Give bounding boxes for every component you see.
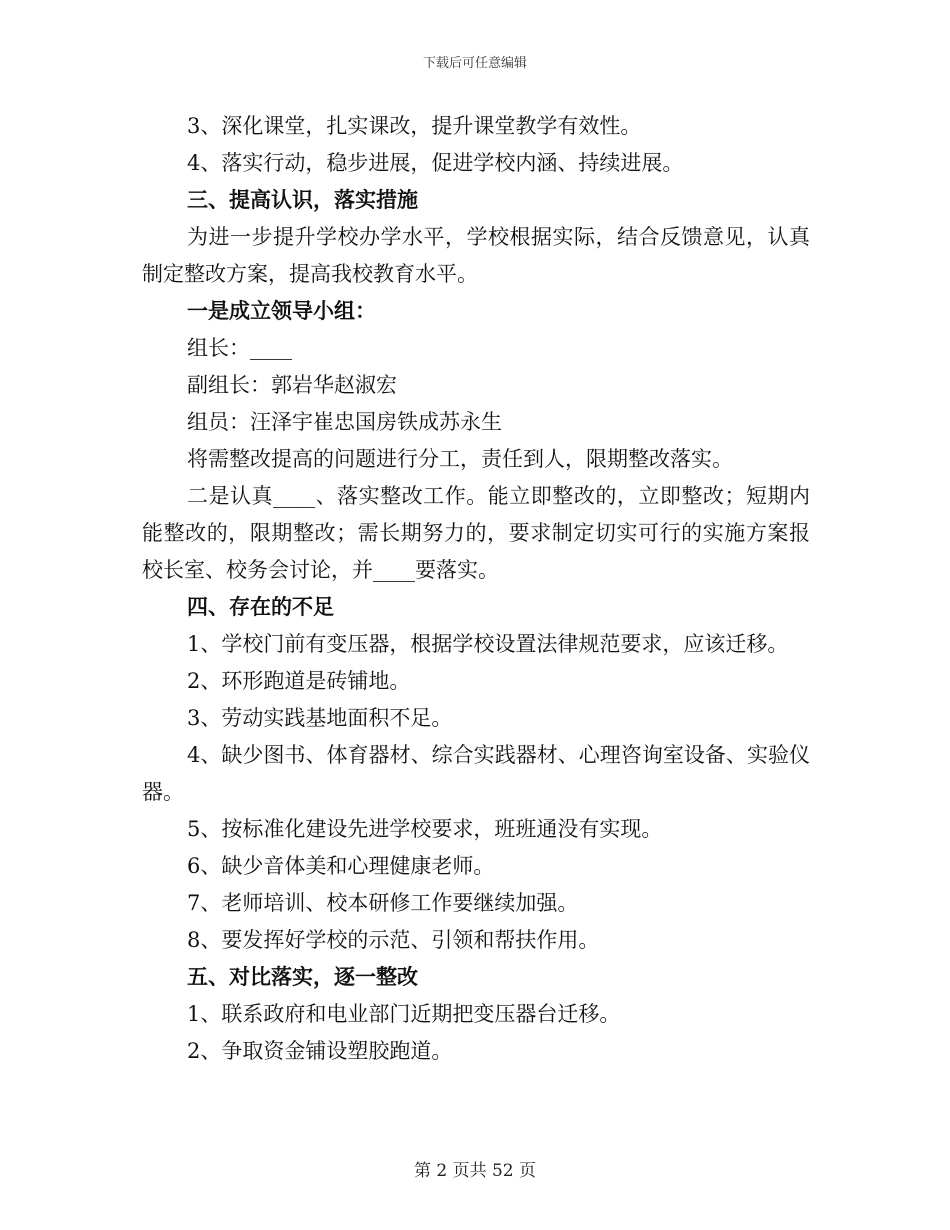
paragraph: 组员：汪泽宇崔忠国房铁成苏永生 [187,410,502,434]
paragraph: 副组长：郭岩华赵淑宏 [187,373,397,397]
section-heading: 四、存在的不足 [187,595,334,619]
list-item: 3、深化课堂，扎实课改，提升课堂教学有效性。 [187,114,642,138]
section-heading: 五、对比落实，逐一整改 [187,965,418,989]
list-item: 2、争取资金铺设塑胶跑道。 [187,1039,453,1063]
list-item: 4、缺少图书、体育器材、综合实践器材、心理咨询室设备、实验仪器。 [142,743,810,804]
paragraph: 为进一步提升学校办学水平，学校根据实际，结合反馈意见，认真制定整改方案，提高我校教育水平。 [142,225,810,286]
paragraph: 二是认真____、落实整改工作。能立即整改的，立即整改；短期内能整改的，限期整改；需长期努力的，要求制定切实可行的实施方案报校长室、校务会讨论，并____要落实。 [142,484,810,582]
list-item: 7、老师培训、校本研修工作要继续加强。 [187,891,579,915]
list-item: 1、联系政府和电业部门近期把变压器台迁移。 [187,1002,621,1026]
list-item: 3、劳动实践基地面积不足。 [187,706,453,730]
list-item: 2、环形跑道是砖铺地。 [187,669,411,693]
paragraph: 组长：____ [187,336,292,360]
list-item: 4、落实行动，稳步进展，促进学校内涵、持续进展。 [187,151,684,175]
list-item: 5、按标准化建设先进学校要求，班班通没有实现。 [187,817,663,841]
page-footer: 第 2 页共 52 页 [413,1161,537,1181]
list-item: 6、缺少音体美和心理健康老师。 [187,854,495,878]
document-body [142,108,810,1070]
section-heading: 一是成立领导小组： [187,299,376,323]
list-item: 8、要发挥好学校的示范、引领和帮扶作用。 [187,928,600,952]
page-header: 下载后可任意编辑 [422,56,527,71]
list-item: 1、学校门前有变压器，根据学校设置法律规范要求，应该迁移。 [187,632,789,656]
paragraph: 将需整改提高的问题进行分工，责任到人，限期整改落实。 [187,447,733,471]
section-heading: 三、提高认识，落实措施 [187,188,418,212]
